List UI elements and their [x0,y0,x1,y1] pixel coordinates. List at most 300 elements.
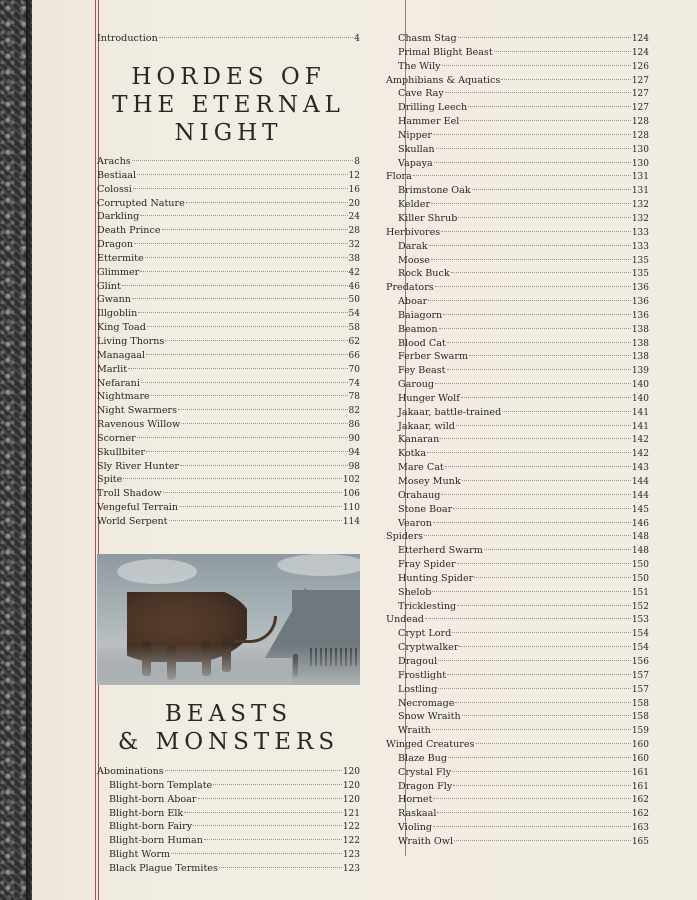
toc-subentry[interactable] [386,420,649,434]
toc-subentry[interactable] [386,461,649,475]
toc-subentry[interactable] [386,835,649,849]
toc-entry-page: 163 [631,823,649,834]
toc-entry-page: 42 [348,267,360,278]
toc-entry-page: 98 [348,461,360,472]
toc-subentry[interactable] [386,157,649,171]
dot-leader [455,702,630,703]
toc-subentry[interactable] [97,848,360,862]
toc-subentry[interactable] [386,807,649,821]
dot-leader [474,577,631,578]
toc-entry-label: Blight-born Aboar [109,793,197,805]
dot-leader [137,174,347,175]
toc-entry[interactable] [97,307,360,321]
toc-entry-page: 162 [631,795,649,806]
dot-leader [468,106,631,107]
toc-entry-page: 8 [354,157,360,167]
toc-entry-page: 102 [342,475,360,486]
toc-subentry[interactable] [386,143,649,157]
dot-leader [427,452,631,453]
toc-subentry[interactable] [386,697,649,711]
dot-leader [484,549,631,550]
toc-entry-label: Violing [398,822,433,834]
toc-entry-page: 142 [631,449,649,460]
toc-entry-page: 133 [631,227,649,238]
beast-illustration [97,554,360,685]
toc-subentry[interactable] [386,212,649,226]
toc-entry-label: Flora [386,171,412,183]
toc-left-column [97,32,360,46]
toc-entry-page: 152 [631,601,649,612]
toc-subentry[interactable] [97,793,360,807]
toc-entry[interactable] [97,293,360,307]
toc-entry-page: 145 [631,504,649,515]
toc-entry-page: 144 [631,490,649,501]
toc-entry[interactable] [97,515,360,529]
dot-leader [140,215,347,216]
toc-entry-label: Blight-born Elk [109,807,184,819]
toc-entry[interactable] [97,321,360,335]
toc-subentry[interactable] [386,46,649,60]
toc-entry[interactable] [386,738,649,752]
toc-subentry[interactable] [386,780,649,794]
dot-leader [204,839,342,840]
toc-entry-page: 120 [342,780,360,791]
toc-subentry[interactable] [386,87,649,101]
toc-entry-label: Necromage [398,697,455,709]
dot-leader [442,65,631,66]
toc-entry-label: Baiagorn [398,309,443,321]
toc-entry-page: 131 [631,186,649,197]
dot-leader [452,632,631,633]
toc-subentry[interactable] [386,517,649,531]
toc-subentry[interactable] [386,323,649,337]
dot-leader [181,423,347,424]
toc-subentry[interactable] [386,447,649,461]
toc-entry-label: Hammer Eel [398,116,460,128]
toc-entry-page: 161 [631,767,649,778]
toc-subentry[interactable] [386,558,649,572]
toc-entry-page: 135 [631,255,649,266]
toc-subentry[interactable] [386,475,649,489]
toc-entry-page: 156 [631,656,649,667]
toc-entry-page: 150 [631,560,649,571]
toc-entry-label: Raskaal [398,808,437,820]
toc-subentry[interactable] [386,309,649,323]
toc-entry-label: Spite [97,474,123,486]
dot-leader [424,535,631,536]
toc-entry[interactable] [97,224,360,238]
toc-entry-label: Lostling [398,683,438,695]
toc-entry-label: Corrupted Nature [97,197,185,209]
toc-entry[interactable] [386,226,649,240]
dot-leader [178,409,347,410]
dot-leader [454,840,631,841]
toc-entry-page: 136 [631,283,649,294]
toc-entry[interactable] [97,349,360,363]
toc-entry-page: 135 [631,269,649,280]
toc-entry-label: Shelob [398,586,432,598]
toc-subentry[interactable] [386,669,649,683]
toc-entry-label: Predators [386,282,434,294]
toc-entry-label: Blight-born Human [109,835,203,847]
dot-leader [128,368,347,369]
toc-entry-label: Brimstone Oak [398,185,471,197]
toc-entry-page: 132 [631,213,649,224]
toc-entry-label: Gwann [97,294,131,306]
toc-subentry[interactable] [386,766,649,780]
dot-leader [147,326,348,327]
dot-leader [123,478,341,479]
toc-entry-page: 157 [631,684,649,695]
margin-rule [95,0,96,900]
toc-entry-label: Kelder [398,199,431,211]
toc-entry-label: Nefarani [97,377,140,389]
toc-subentry[interactable] [386,600,649,614]
toc-entry[interactable] [97,266,360,280]
toc-entry-label: Ferber Swarm [398,351,469,363]
toc-entry-label: Arachs [97,156,131,167]
toc-entry-label: Skullan [398,143,435,155]
toc-subentry[interactable] [386,641,649,655]
toc-entry-page: 78 [348,392,360,403]
toc-entry-page: 148 [631,546,649,557]
toc-entry-page: 157 [631,670,649,681]
toc-entry-page: 148 [631,532,649,543]
toc-entry-page: 131 [631,172,649,183]
toc-entry-page: 82 [348,406,360,417]
toc-entry-label: Bestiaal [97,169,137,181]
toc-entry-page: 124 [631,34,649,44]
toc-entry-label: Stone Boar [398,503,453,515]
dot-leader [165,340,347,341]
toc-subentry[interactable] [386,198,649,212]
toc-entry-label: Jakaar, wild [398,420,455,432]
toc-entry-label: Jakaar, battle-trained [398,406,502,418]
toc-entry-page: 138 [631,324,649,335]
dot-leader [132,298,348,299]
toc-entry-label: Spiders [386,531,424,543]
dot-leader [443,314,631,315]
dot-leader [137,437,348,438]
dot-leader [434,162,631,163]
dot-leader [445,92,631,93]
toc-entry-page: 74 [348,378,360,389]
toc-entry-label: Blaze Bug [398,752,447,764]
toc-entry-page: 123 [342,863,360,874]
toc-entry-label: Crystal Fly [398,766,452,778]
toc-entry-page: 66 [348,350,360,361]
toc-entry-label: Wraith [398,725,431,737]
toc-entry-page: 162 [631,809,649,820]
dot-leader [460,120,630,121]
toc-entry-page: 143 [631,463,649,474]
dot-leader [438,688,630,689]
toc-subentry[interactable] [386,544,649,558]
dot-leader [447,342,631,343]
toc-subentry[interactable] [386,586,649,600]
toc-entry-page: 154 [631,629,649,640]
toc-entry-page: 90 [348,433,360,444]
toc-entry-page: 165 [631,836,649,847]
toc-entry-label: Blood Cat [398,337,446,349]
toc-subentry[interactable] [386,710,649,724]
dot-leader [145,257,348,258]
dot-leader [180,465,348,466]
toc-entry[interactable] [97,280,360,294]
toc-entry-page: 16 [348,184,360,195]
toc-entry[interactable] [97,155,360,169]
toc-entry-page: 38 [348,253,360,264]
toc-entry[interactable] [97,390,360,404]
toc-entry[interactable] [97,252,360,266]
toc-entry[interactable] [386,530,649,544]
dot-leader [456,425,631,426]
dot-leader [439,328,631,329]
toc-entry-page: 144 [631,477,649,487]
toc-subentry[interactable] [386,724,649,738]
toc-entry[interactable] [97,197,360,211]
toc-subentry[interactable] [386,295,649,309]
dot-leader [472,189,631,190]
toc-subentry[interactable] [97,820,360,834]
dot-leader [462,715,631,716]
toc-entry-label: Skullbiter [97,446,146,458]
toc-subentry[interactable] [386,364,649,378]
toc-entry-page: 140 [631,393,649,404]
toc-entry-label: Introduction [97,33,158,44]
toc-entry-label: Winged Creatures [386,739,475,751]
toc-entry-label: Mosey Munk [398,476,461,487]
dot-leader [445,466,631,467]
toc-entry-page: 32 [348,240,360,251]
dot-leader [435,286,631,287]
toc-entry[interactable] [97,501,360,515]
toc-entry-label: Nightmare [97,391,150,403]
toc-entry[interactable] [97,363,360,377]
toc-entry-label: Night Swarmers [97,405,178,417]
toc-subentry[interactable] [386,433,649,447]
dot-leader [437,812,630,813]
toc-entry-label: Crypt Lord [398,628,452,640]
toc-entry-introduction[interactable] [97,32,360,46]
toc-subentry[interactable] [97,807,360,821]
toc-list-beasts-right [386,32,649,849]
toc-entry-page: 141 [631,407,649,418]
toc-subentry[interactable] [386,503,649,517]
toc-entry[interactable] [386,74,649,88]
toc-entry-label: Cave Ray [398,88,444,100]
dot-leader [447,674,631,675]
toc-entry-page: 46 [348,281,360,292]
dot-leader [163,492,342,493]
toc-subentry[interactable] [386,572,649,586]
toc-entry[interactable] [97,183,360,197]
dot-leader [219,867,342,868]
dot-leader [146,354,347,355]
toc-entry-label: Blight Worm [109,849,171,861]
toc-subentry[interactable] [97,779,360,793]
toc-entry-label: Ravenous Willow [97,419,181,431]
toc-entry-page: 128 [631,117,649,128]
section-title-line: HORDES OF [131,64,326,90]
toc-entry-page: 12 [348,170,360,181]
toc-entry-page: 153 [631,615,649,626]
toc-entry-page: 141 [631,421,649,432]
dot-leader [134,243,347,244]
toc-subentry[interactable] [386,129,649,143]
toc-subentry[interactable] [97,862,360,876]
dot-leader [433,798,630,799]
toc-subentry[interactable] [97,834,360,848]
dot-leader [133,188,348,189]
toc-entry-page: 127 [631,75,649,86]
toc-subentry[interactable] [386,627,649,641]
toc-entry-label: Fey Beast [398,365,446,377]
toc-entry[interactable] [97,418,360,432]
toc-entry-page: 106 [342,489,360,500]
toc-subentry[interactable] [386,240,649,254]
toc-entry-page: 130 [631,144,649,155]
toc-entry-page: 123 [342,850,360,861]
toc-subentry[interactable] [386,350,649,364]
toc-list-hordes [97,155,360,529]
toc-entry[interactable] [386,170,649,184]
toc-subentry[interactable] [386,32,649,46]
toc-entry-page: 128 [631,130,649,141]
dot-leader [165,770,342,771]
toc-entry-label: Drilling Leech [398,102,468,114]
toc-entry-page: 160 [631,740,649,751]
toc-entry-label: Black Plague Termites [109,862,218,874]
toc-entry[interactable] [97,335,360,349]
toc-entry-page: 50 [348,295,360,306]
toc-entry[interactable] [97,169,360,183]
dot-leader [469,355,631,356]
dot-leader [162,229,348,230]
toc-entry-page: 122 [342,822,360,833]
toc-entry-label: Orahaug [398,489,441,501]
toc-subentry[interactable] [386,655,649,669]
toc-entry-page: 86 [348,420,360,431]
toc-entry-label: Managaal [97,349,146,361]
toc-entry-label: Ettermite [97,252,144,264]
toc-entry[interactable] [386,613,649,627]
toc-entry-label: Killer Shrub [398,212,458,224]
toc-entry-page: 58 [348,323,360,334]
dot-leader [132,160,354,161]
toc-entry[interactable] [386,281,649,295]
toc-subentry[interactable] [386,793,649,807]
toc-entry-page: 136 [631,310,649,321]
toc-entry-page: 132 [631,200,649,211]
toc-entry-label: Vengeful Terrain [97,502,179,514]
toc-entry-page: 159 [631,726,649,737]
dot-leader [159,37,354,38]
toc-entry-page: 146 [631,518,649,529]
toc-entry-page: 110 [342,503,360,514]
toc-entry-page: 158 [631,712,649,723]
fog [97,645,360,685]
toc-entry-label: Marlit [97,363,128,375]
toc-entry-label: Mare Cat [398,462,444,474]
toc-entry-page: 160 [631,753,649,764]
dot-leader [432,729,631,730]
toc-entry-label: Sly River Hunter [97,460,179,472]
toc-entry-page: 130 [631,158,649,169]
toc-entry-page: 126 [631,61,649,72]
toc-entry-page: 20 [348,198,360,209]
toc-entry[interactable] [97,765,360,779]
toc-entry[interactable] [97,487,360,501]
toc-subentry[interactable] [386,267,649,281]
toc-subentry[interactable] [386,821,649,835]
toc-subentry[interactable] [386,392,649,406]
dot-leader [433,522,631,523]
section-title-line: NIGHT [174,120,283,146]
toc-entry-page: 121 [342,808,360,819]
toc-entry-label: Dragon Fly [398,780,453,792]
toc-subentry[interactable] [386,378,649,392]
toc-entry[interactable] [97,238,360,252]
toc-entry-label: Darkling [97,211,140,223]
dot-leader [138,312,347,313]
toc-subentry[interactable] [386,60,649,74]
toc-subentry[interactable] [386,406,649,420]
toc-entry[interactable] [97,446,360,460]
toc-entry-label: Troll Shadow [97,488,162,500]
toc-entry-label: Etterherd Swarm [398,545,483,557]
toc-entry-page: 62 [348,336,360,347]
toc-subentry[interactable] [386,115,649,129]
toc-entry-label: Blight-born Fairy [109,821,193,833]
toc-entry-label: Scorner [97,432,136,444]
toc-entry-page: 120 [342,767,360,777]
toc-entry[interactable] [97,473,360,487]
toc-entry-page: 158 [631,698,649,709]
toc-entry[interactable] [97,377,360,391]
toc-subentry[interactable] [386,254,649,268]
toc-entry[interactable] [97,210,360,224]
toc-entry[interactable] [97,432,360,446]
toc-entry-page: 127 [631,89,649,100]
toc-entry-label: Dragon [97,239,134,251]
toc-entry-page: 136 [631,297,649,308]
toc-entry-label: Undead [386,614,424,626]
toc-subentry[interactable] [386,184,649,198]
toc-subentry[interactable] [386,101,649,115]
dot-leader [448,757,631,758]
toc-entry-page: 122 [342,836,360,847]
dot-leader [122,285,348,286]
toc-entry-label: Illgoblin [97,308,138,320]
toc-entry[interactable] [97,460,360,474]
toc-subentry[interactable] [386,683,649,697]
toc-subentry[interactable] [386,752,649,766]
dot-leader [462,480,631,481]
toc-entry-page: 54 [348,309,360,320]
toc-entry-page: 4 [354,34,360,44]
toc-entry-label: Amphibians & Aquatics [386,74,501,86]
toc-entry[interactable] [97,404,360,418]
dot-leader [428,300,631,301]
dot-leader [186,202,348,203]
toc-entry-label: Herbivores [386,226,441,238]
toc-entry-label: Living Thorns [97,335,165,347]
toc-subentry[interactable] [386,337,649,351]
dot-leader [213,784,342,785]
toc-entry-label: World Serpent [97,515,168,527]
toc-subentry[interactable] [386,489,649,503]
